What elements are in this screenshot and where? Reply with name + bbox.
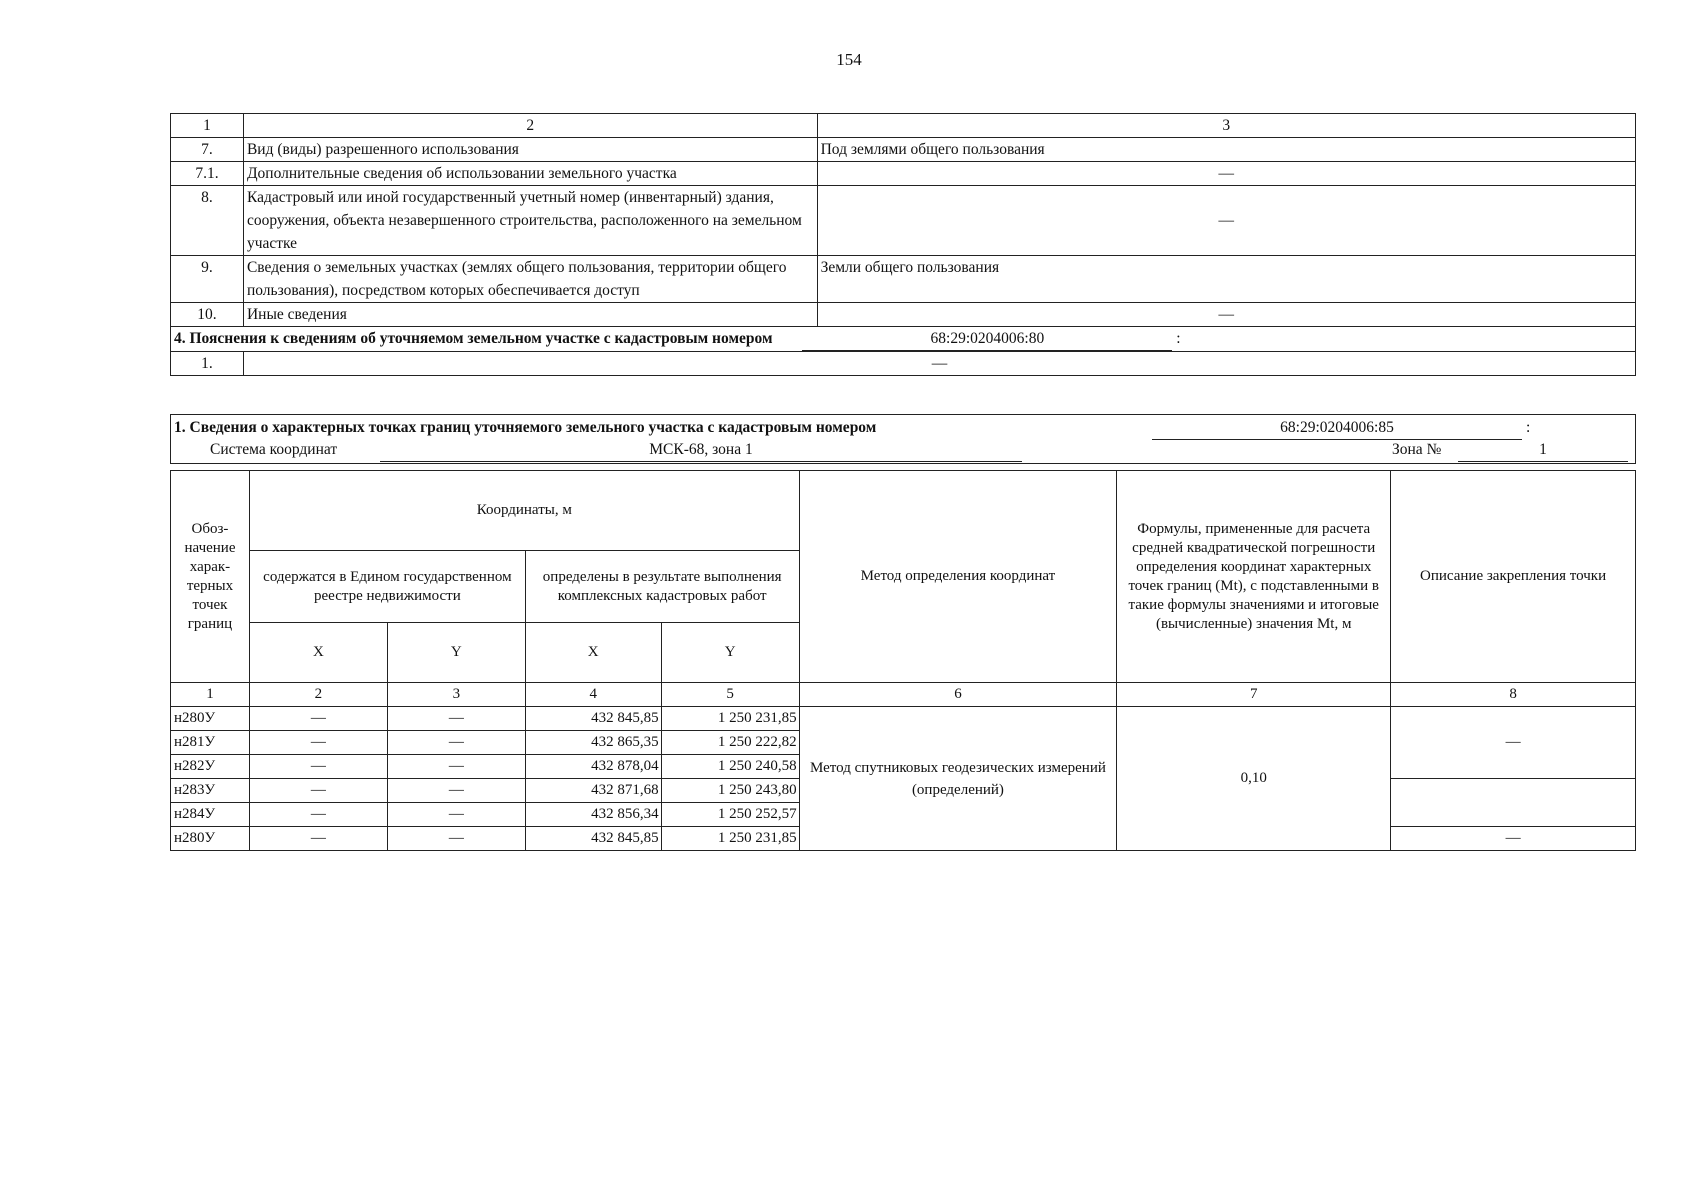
x-header: X <box>249 623 387 683</box>
coord-x: 432 856,34 <box>525 803 661 827</box>
row-label: Кадастровый или иной государственный учетный номер (инвентарный) здания, сооружения, объекта незавершенного строительства, расположенного на земельном участке <box>243 186 817 256</box>
header-cell: 2 <box>243 114 817 138</box>
zone-label: Зона № <box>1392 441 1442 458</box>
col-number: 1 <box>171 683 250 707</box>
col-number: 4 <box>525 683 661 707</box>
y-header: Y <box>387 623 525 683</box>
row-number: 1. <box>171 352 244 376</box>
col-number: 8 <box>1391 683 1636 707</box>
section1-suffix: : <box>1526 419 1531 436</box>
row-number: 7. <box>171 138 244 162</box>
col-number: 5 <box>661 683 799 707</box>
coordinates-header: Координаты, м <box>249 471 799 551</box>
row-label: Дополнительные сведения об использовании земельного участка <box>243 162 817 186</box>
point-id: н280У <box>171 707 250 731</box>
section4-title: 4. Пояснения к сведениям об уточняемом земельном участке с кадастровым номером <box>174 330 773 347</box>
egrn-y: — <box>387 827 525 851</box>
section4-header-row <box>171 327 1636 352</box>
designation-header: Обоз-начение харак-терных точек границ <box>171 471 250 683</box>
coord-y: 1 250 240,58 <box>661 755 799 779</box>
egrn-x: — <box>249 731 387 755</box>
section1-header-table <box>170 414 1636 464</box>
point-id: н284У <box>171 803 250 827</box>
col-number: 7 <box>1117 683 1391 707</box>
egrn-y: — <box>387 731 525 755</box>
description-empty <box>1391 779 1636 827</box>
method-value: Метод спутниковых геодезических измерений (определений) <box>799 707 1117 851</box>
egrn-y: — <box>387 707 525 731</box>
table-row <box>171 138 1636 162</box>
header-cell: 1 <box>171 114 244 138</box>
cadastral-works-header: определены в результате выполнения комплексных кадастровых работ <box>525 551 799 623</box>
point-id: н281У <box>171 731 250 755</box>
coord-y: 1 250 252,57 <box>661 803 799 827</box>
row-value: — <box>243 352 1635 376</box>
page-number: 154 <box>836 50 862 69</box>
coord-system-value: МСК-68, зона 1 <box>380 439 1022 462</box>
section1-header <box>171 415 1636 464</box>
section4-cadastral-number: 68:29:0204006:80 <box>802 327 1172 351</box>
row-label: Иные сведения <box>243 303 817 327</box>
point-id: н282У <box>171 755 250 779</box>
egrn-y: — <box>387 779 525 803</box>
egrn-x: — <box>249 755 387 779</box>
coord-x: 432 871,68 <box>525 779 661 803</box>
coord-y: 1 250 231,85 <box>661 827 799 851</box>
table-row <box>171 352 1636 376</box>
row-value: Под землями общего пользования <box>817 138 1635 162</box>
egrn-y: — <box>387 755 525 779</box>
row-label: Вид (виды) разрешенного использования <box>243 138 817 162</box>
description-value: — <box>1391 827 1636 851</box>
coord-x: 432 878,04 <box>525 755 661 779</box>
row-value: — <box>817 162 1635 186</box>
egrn-x: — <box>249 827 387 851</box>
table-row <box>171 303 1636 327</box>
coord-y: 1 250 222,82 <box>661 731 799 755</box>
section4-header <box>171 327 1636 352</box>
description-value: — <box>1391 707 1636 779</box>
column-numbers-row <box>171 683 1636 707</box>
row-number: 7.1. <box>171 162 244 186</box>
table-row <box>171 186 1636 256</box>
row-label: Сведения о земельных участках (землях общего пользования, территории общего пользования), посредством которых обеспечивается доступ <box>243 256 817 303</box>
row-value: Земли общего пользования <box>817 256 1635 303</box>
section1-title: 1. Сведения о характерных точках границ уточняемого земельного участка с кадастровым номером <box>174 419 877 436</box>
table-header-row <box>171 114 1636 138</box>
egrn-header: содержатся в Едином государственном реестре недвижимости <box>249 551 525 623</box>
boundary-points-table <box>170 470 1636 851</box>
coord-x: 432 845,85 <box>525 827 661 851</box>
x-header: X <box>525 623 661 683</box>
row-number: 9. <box>171 256 244 303</box>
land-use-table <box>170 113 1636 376</box>
description-header: Описание закрепления точки <box>1391 471 1636 683</box>
table-row <box>171 707 1636 731</box>
col-number: 2 <box>249 683 387 707</box>
col-number: 6 <box>799 683 1117 707</box>
coord-x: 432 865,35 <box>525 731 661 755</box>
coord-system-label: Система координат <box>210 441 338 458</box>
col-number: 3 <box>387 683 525 707</box>
row-number: 10. <box>171 303 244 327</box>
row-number: 8. <box>171 186 244 256</box>
section4-suffix: : <box>1176 330 1181 347</box>
mt-value: 0,10 <box>1117 707 1391 851</box>
point-id: н283У <box>171 779 250 803</box>
egrn-x: — <box>249 803 387 827</box>
header-cell: 3 <box>817 114 1635 138</box>
coord-y: 1 250 243,80 <box>661 779 799 803</box>
section1-cadastral-number: 68:29:0204006:85 <box>1152 417 1522 440</box>
egrn-x: — <box>249 707 387 731</box>
formulas-header: Формулы, примененные для расчета средней квадратической погрешности определения координат характерных точек границ (Mt), с подставленными в такие формулы значениями и итоговые (вычисленные) значения Mt, м <box>1117 471 1391 683</box>
row-value: — <box>817 303 1635 327</box>
table-row <box>171 162 1636 186</box>
y-header: Y <box>661 623 799 683</box>
method-header: Метод определения координат <box>799 471 1117 683</box>
coord-y: 1 250 231,85 <box>661 707 799 731</box>
egrn-x: — <box>249 779 387 803</box>
point-id: н280У <box>171 827 250 851</box>
row-value: — <box>817 186 1635 256</box>
zone-value: 1 <box>1458 439 1628 462</box>
egrn-y: — <box>387 803 525 827</box>
table-row <box>171 256 1636 303</box>
coord-x: 432 845,85 <box>525 707 661 731</box>
